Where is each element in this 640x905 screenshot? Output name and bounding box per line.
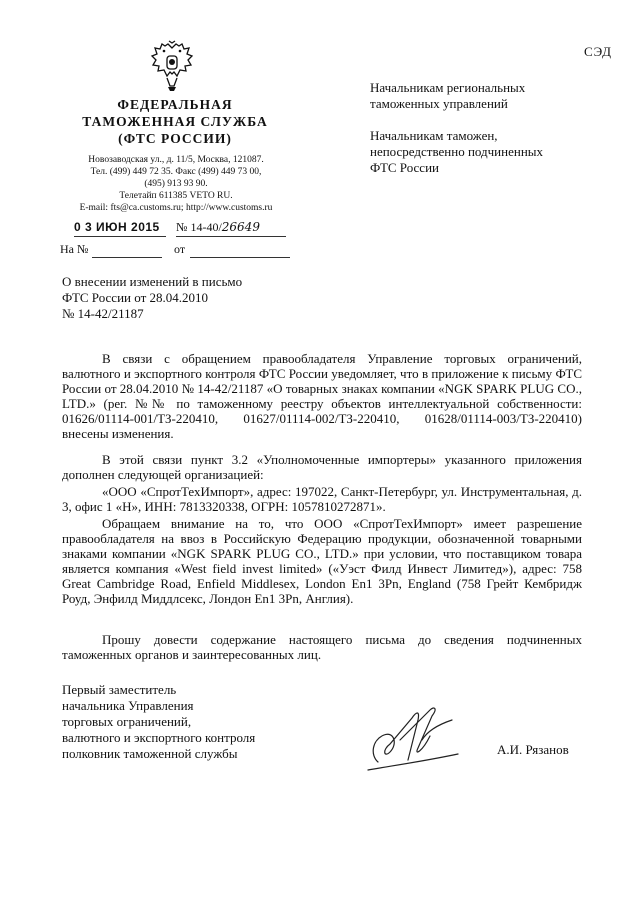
subject bbox=[62, 274, 322, 322]
signatory-name: А.И. Рязанов bbox=[497, 742, 569, 757]
registration-row bbox=[74, 220, 314, 238]
contact-teletype: Телетайп 611385 VETO RU. bbox=[119, 191, 233, 201]
date-stamp: 0 3 ИЮН 2015 bbox=[74, 220, 160, 234]
signatory-title-line2: начальника Управления bbox=[62, 698, 194, 713]
contact-phone: Тел. (499) 449 72 35. Факс (499) 449 73 00, bbox=[90, 167, 262, 177]
org-name-line3: (ФТС РОССИИ) bbox=[118, 131, 232, 146]
subject-line3: № 14-42/21187 bbox=[62, 306, 144, 321]
addressee-line1: Начальникам региональных bbox=[370, 80, 526, 95]
body-paragraph-2: В этой связи пункт 3.2 «Уполномоченные импортеры» указанного приложения дополнен следующей организацией: bbox=[62, 452, 582, 482]
signatory-title-line1: Первый заместитель bbox=[62, 682, 177, 697]
body-paragraph-4: Обращаем внимание на то, что ООО «СпротТехИмпорт» имеет разрешение правообладателя на ввоз в Российскую Федерацию продукции, обозначенной товарными знаками компании «NGK SPARK PLUG CO., LTD.» при условии, что поставщиком товара является компания «West field invest limited» («Уэст Филд Инвест Лимитед»), адрес: 758 Great Cambridge Road, Enfield Middlesex, London En1 3Pn, England (758 Грейт Кембридж Роуд, Энфилд Миддлсекс, Лондон En1 3Pn, Англия). bbox=[62, 516, 582, 606]
signatory-title-line4: валютного и экспортного контроля bbox=[62, 730, 256, 745]
body-paragraph-5: Прошу довести содержание настоящего письма до сведения подчиненных таможенных органов и заинтересованных лиц. bbox=[62, 632, 582, 662]
number-underline bbox=[176, 236, 286, 237]
number-prefix: № 14-40/ bbox=[176, 220, 222, 234]
reference-number-line bbox=[92, 257, 162, 258]
reference-date-line bbox=[190, 257, 290, 258]
double-headed-eagle-icon bbox=[150, 40, 194, 92]
addressee-line3: Начальникам таможен, bbox=[370, 128, 498, 143]
addressee-line2: таможенных управлений bbox=[370, 96, 508, 111]
body-paragraph-3: «ООО «СпротТехИмпорт», адрес: 197022, Санкт-Петербург, ул. Инструментальная, д. 3, офис 1 «Н», ИНН: 7813320338, ОГРН: 1057810272871». bbox=[62, 484, 582, 514]
outgoing-number bbox=[176, 220, 260, 235]
sed-mark: СЭД bbox=[583, 44, 612, 59]
signatory-title-line5: полковник таможенной службы bbox=[62, 746, 238, 761]
reference-date-label: от bbox=[174, 242, 186, 256]
signatory-title bbox=[62, 682, 322, 762]
body-paragraph-1: В связи с обращением правообладателя Управление торговых ограничений, валютного и экспортного контроля ФТС России уведомляет, что в приложение к письму ФТС России от 28.04.2010 № 14-42/21187 «О товарных знаках компании «NGK SPARK PLUG CO., LTD.» (рег. №№ по таможенному реестру объектов интеллектуальной собственности: 01626/01114-001/ТЗ-220410, 01627/01114-002/ТЗ-220410, 01628/01114-003/ТЗ-220410) внесены изменения. bbox=[62, 351, 582, 441]
subject-line1: О внесении изменений в письмо bbox=[62, 274, 243, 289]
addressee-line4: непосредственно подчиненных bbox=[370, 144, 544, 159]
handwritten-signature bbox=[360, 700, 470, 780]
date-underline bbox=[74, 236, 166, 237]
contact-email: E-mail: fts@ca.customs.ru; http://www.customs.ru bbox=[79, 203, 273, 213]
reference-number-label: На № bbox=[60, 242, 89, 256]
org-name-line1: ФЕДЕРАЛЬНАЯ bbox=[117, 97, 233, 112]
org-name-line2: ТАМОЖЕННАЯ СЛУЖБА bbox=[82, 114, 268, 129]
contact-phone-2: (495) 913 93 90. bbox=[144, 179, 208, 189]
number-handwritten: 26649 bbox=[221, 220, 260, 234]
subject-line2: ФТС России от 28.04.2010 bbox=[62, 290, 209, 305]
signatory-title-line3: торговых ограничений, bbox=[62, 714, 192, 729]
addressee-line5: ФТС России bbox=[370, 160, 439, 175]
contact-address: Новозаводская ул., д. 11/5, Москва, 121087. bbox=[88, 155, 264, 165]
